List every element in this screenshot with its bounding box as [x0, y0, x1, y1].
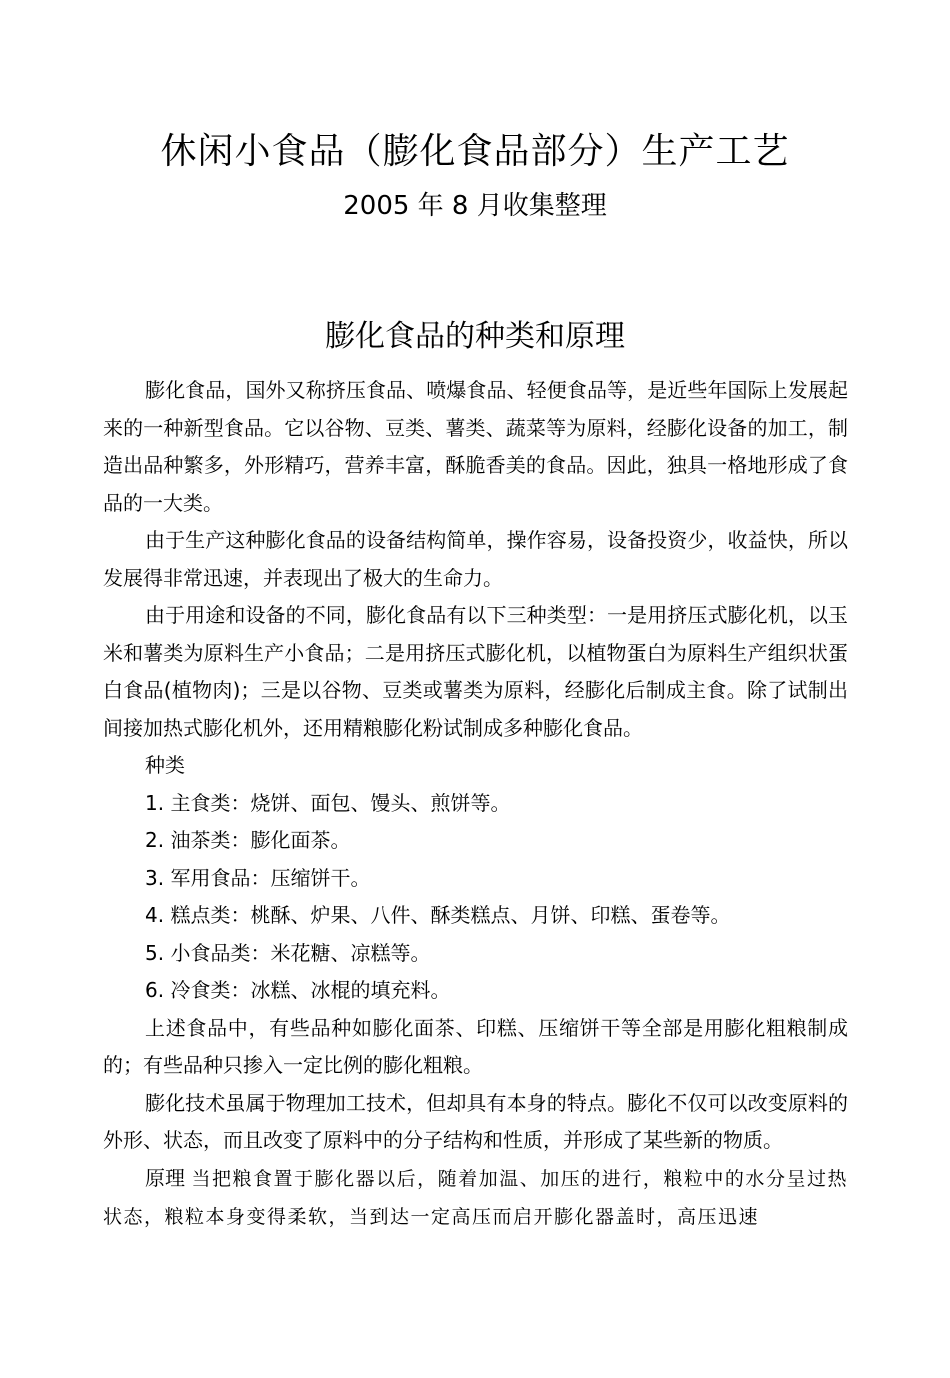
list-item: 3. 军用食品：压缩饼干。: [145, 865, 371, 890]
principle-paragraph: [103, 1160, 848, 1237]
list-item: 5. 小食品类：米花糖、凉糕等。: [145, 940, 431, 965]
principle-label: 原理: [145, 1165, 186, 1190]
body-text: [103, 372, 848, 1237]
document-subtitle: 2005 年 8 月收集整理: [343, 191, 607, 221]
principle-text: 当把粮食置于膨化器以后，随着加温、加压的进行，粮粒中的水分呈过热状态，粮粒本身变得柔软，当到达一定高压而启开膨化器盖时，高压迅速: [103, 1167, 849, 1228]
kinds-heading: 种类: [145, 753, 185, 777]
list-item: 2. 油茶类：膨化面茶。: [145, 828, 351, 852]
document-title: 休闲小食品（膨化食品部分）生产工艺: [160, 131, 790, 172]
list-item: 4. 糕点类：桃酥、炉果、八件、酥类糕点、月饼、印糕、蛋卷等。: [145, 903, 731, 927]
section-title: 膨化食品的种类和原理: [325, 319, 625, 354]
paragraph: 上述食品中，有些品种如膨化面茶、印糕、压缩饼干等全部是用膨化粗粮制成的；有些品种只掺入一定比例的膨化粗粮。: [103, 1015, 848, 1077]
list-item: 1. 主食类：烧饼、面包、馒头、煎饼等。: [145, 790, 511, 815]
paragraph: 膨化食品，国外又称挤压食品、喷爆食品、轻便食品等，是近些年国际上发展起来的一种新型食品。它以谷物、豆类、薯类、蔬菜等为原料，经膨化设备的加工，制造出品种繁多，外形精巧，营养丰富，酥脆香美的食品。因此，独具一格地形成了食品的一大类。: [103, 378, 848, 515]
paragraph: 由于用途和设备的不同，膨化食品有以下三种类型：一是用挤压式膨化机，以玉米和薯类为原料生产小食品；二是用挤压式膨化机，以植物蛋白为原料生产组织状蛋白食品(植物肉)；三是以谷物、豆类或薯类为原料，经膨化后制成主食。除了试制出间接加热式膨化机外，还用精粮膨化粉试制成多种膨化食品。: [103, 603, 848, 740]
paragraph: 由于生产这种膨化食品的设备结构简单，操作容易，设备投资少，收益快，所以发展得非常迅速，并表现出了极大的生命力。: [103, 528, 848, 590]
paragraph: 膨化技术虽属于物理加工技术，但却具有本身的特点。膨化不仅可以改变原料的外形、状态，而且改变了原料中的分子结构和性质，并形成了某些新的物质。: [103, 1090, 848, 1152]
list-item: 6. 冷食类：冰糕、冰棍的填充料。: [145, 978, 451, 1002]
